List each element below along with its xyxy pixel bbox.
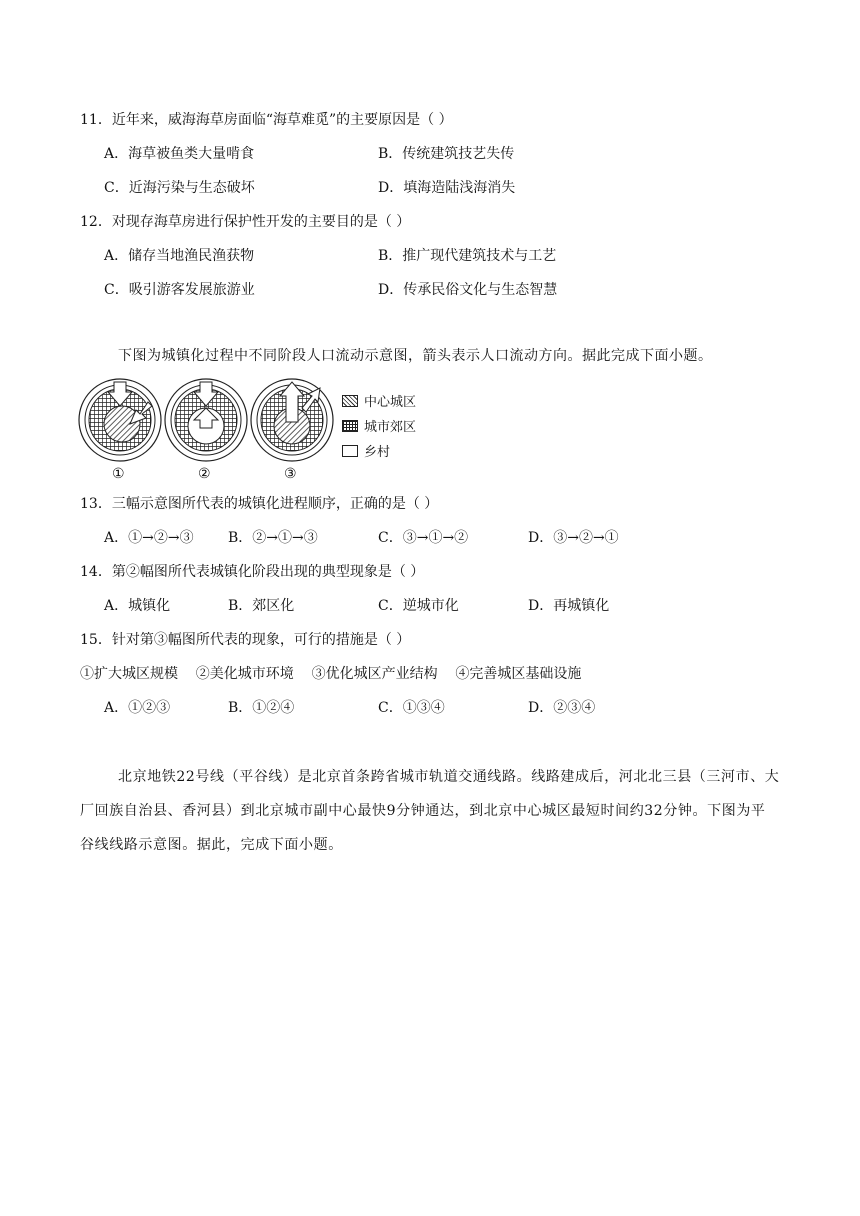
legend-central-city — [342, 391, 416, 410]
subway-intro-text: 北京地铁22号线（平谷线）是北京首条跨省城市轨道交通线路。线路建成后，河北北三县（三河市、大厂回族自治县、香河县）到北京城市副中心最快9分钟通达，到北京中心城区最短时间约32分钟。下图为平谷线线路示意图。据此，完成下面小题。 — [80, 769, 780, 853]
question-14-stem: 14．第②幅图所代表城镇化阶段出现的典型现象是（ ） — [80, 564, 425, 580]
legend-label: 中心城区 — [364, 395, 417, 410]
question-13-stem: 13．三幅示意图所代表的城镇化进程顺序，正确的是（ ） — [80, 496, 439, 512]
diagram-2 — [165, 379, 247, 461]
q11-option-b: B．传统建筑技艺失传 — [378, 146, 515, 162]
subway-intro-paragraph — [80, 760, 780, 862]
q13-option-d: D．③→②→① — [528, 530, 619, 546]
legend-suburb — [342, 416, 416, 435]
question-12-stem: 12．对现存海草房进行保护性开发的主要目的是（ ） — [80, 214, 411, 230]
q11-option-d: D．填海造陆浅海消失 — [378, 180, 516, 196]
q15-choices-line: ①扩大城区规模 ②美化城市环境 ③优化城区产业结构 ④完善城区基础设施 — [80, 666, 582, 682]
q13-option-a: A．①→②→③ — [104, 530, 194, 546]
q12-option-d: D．传承民俗文化与生态智慧 — [378, 282, 558, 298]
q12-option-a: A．储存当地渔民渔获物 — [104, 248, 255, 264]
q13-option-c: C．③→①→② — [378, 530, 469, 546]
blank-swatch-icon — [342, 445, 358, 457]
legend-label: 城市郊区 — [364, 420, 417, 435]
hatch-swatch-icon — [342, 395, 358, 407]
question-15-stem: 15．针对第③幅图所代表的现象，可行的措施是（ ） — [80, 632, 411, 648]
diagram-1-label: ① — [112, 466, 125, 482]
diagram-3 — [251, 379, 333, 461]
q14-option-c: C．逆城市化 — [378, 598, 459, 614]
q15-option-c: C．①③④ — [378, 700, 445, 716]
q14-option-a: A．城镇化 — [104, 598, 171, 614]
q15-option-a: A．①②③ — [104, 700, 171, 716]
question-11-stem: 11．近年来，威海海草房面临“海草难觅”的主要原因是（ ） — [80, 112, 453, 128]
q11-option-a: A．海草被鱼类大量啃食 — [104, 146, 255, 162]
diagram-2-label: ② — [198, 466, 211, 482]
q14-option-b: B．郊区化 — [228, 598, 295, 614]
legend-rural — [342, 441, 390, 460]
q11-option-c: C．近海污染与生态破坏 — [104, 180, 255, 196]
figure-intro-text: 下图为城镇化过程中不同阶段人口流动示意图，箭头表示人口流动方向。据此完成下面小题。 — [118, 348, 713, 364]
q15-option-d: D．②③④ — [528, 700, 596, 716]
q13-option-b: B．②→①→③ — [228, 530, 318, 546]
diagram-3-label: ③ — [284, 466, 297, 482]
grid-swatch-icon — [342, 420, 358, 432]
q15-option-b: B．①②④ — [228, 700, 295, 716]
legend-label: 乡村 — [364, 445, 391, 460]
diagram-1 — [79, 379, 161, 461]
q12-option-b: B．推广现代建筑技术与工艺 — [378, 248, 557, 264]
q12-option-c: C．吸引游客发展旅游业 — [104, 282, 255, 298]
q14-option-d: D．再城镇化 — [528, 598, 610, 614]
